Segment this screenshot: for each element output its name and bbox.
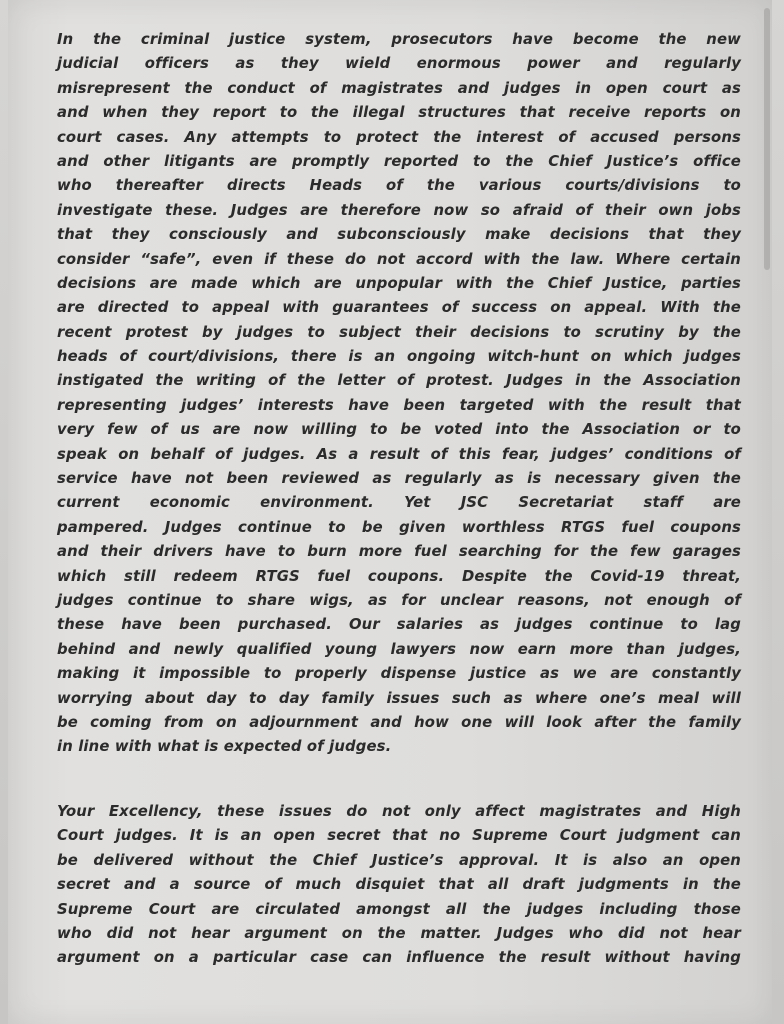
scroll-indicator[interactable] [764,8,770,270]
paragraph-2 [57,800,741,971]
text-line: Supreme Court are circulated amongst all the judges including those [57,900,741,918]
text-line: recent protest by judges to subject their decisions to scrutiny by the [57,323,741,341]
text-line: consider “safe”, even if these do not accord with the law. Where certain [57,250,741,268]
text-line: speak on behalf of judges. As a result of this fear, judges’ conditions of [57,445,741,463]
text-line: decisions are made which are unpopular with the Chief Justice, parties [57,274,741,292]
text-line: and when they report to the illegal structures that receive reports on [57,104,741,122]
text-line: In the criminal justice system, prosecutors have become the new [57,31,741,48]
text-line: who did not hear argument on the matter. Judges who did not hear [57,924,741,942]
text-line: service have not been reviewed as regularly as is necessary given the [57,470,741,488]
text-line: be coming from on adjournment and how one will look after the family [57,713,741,731]
text-line: making it impossible to properly dispense justice as we are constantly [57,665,741,683]
text-line: misrepresent the conduct of magistrates and judges in open court as [57,79,741,97]
text-line: be delivered without the Chief Justice’s approval. It is also an open [57,851,741,869]
paragraph-1 [57,28,741,760]
text-line: current economic environment. Yet JSC Secretariat staff are [57,494,741,512]
text-line: argument on a particular case can influence the result without having [57,949,741,967]
text-line: very few of us are now willing to be voted into the Association or to [57,421,741,439]
text-line: Court judges. It is an open secret that no Supreme Court judgment can [57,827,741,845]
text-line: representing judges’ interests have been targeted with the result that [57,396,741,414]
text-line: investigate these. Judges are therefore now so afraid of their own jobs [57,201,741,219]
text-line: in line with what is expected of judges. [57,738,392,756]
text-line: are directed to appeal with guarantees of success on appeal. With the [57,299,741,317]
text-line: court cases. Any attempts to protect the interest of accused persons [57,128,741,146]
text-line: these have been purchased. Our salaries as judges continue to lag [57,616,741,634]
text-line: secret and a source of much disquiet that all draft judgments in the [57,876,741,894]
text-line: worrying about day to day family issues such as where one’s meal will [57,689,741,707]
text-line: behind and newly qualified young lawyers now earn more than judges, [57,640,741,658]
text-line: which still redeem RTGS fuel coupons. Despite the Covid-19 threat, [57,567,741,585]
text-line: Your Excellency, these issues do not only affect magistrates and High [57,803,741,820]
text-line: judges continue to share wigs, as for unclear reasons, not enough of [57,591,741,609]
text-line: and other litigants are promptly reported to the Chief Justice’s office [57,152,741,170]
text-line: who thereafter directs Heads of the various courts/divisions to [57,177,741,195]
text-line: heads of court/divisions, there is an ongoing witch-hunt on which judges [57,348,741,366]
text-line: that they consciously and subconsciously make decisions that they [57,226,741,244]
text-line: pampered. Judges continue to be given worthless RTGS fuel coupons [57,518,741,536]
text-line: instigated the writing of the letter of protest. Judges in the Association [57,372,741,390]
text-line: and their drivers have to burn more fuel searching for the few garages [57,543,741,561]
text-line: judicial officers as they wield enormous power and regularly [57,55,741,73]
